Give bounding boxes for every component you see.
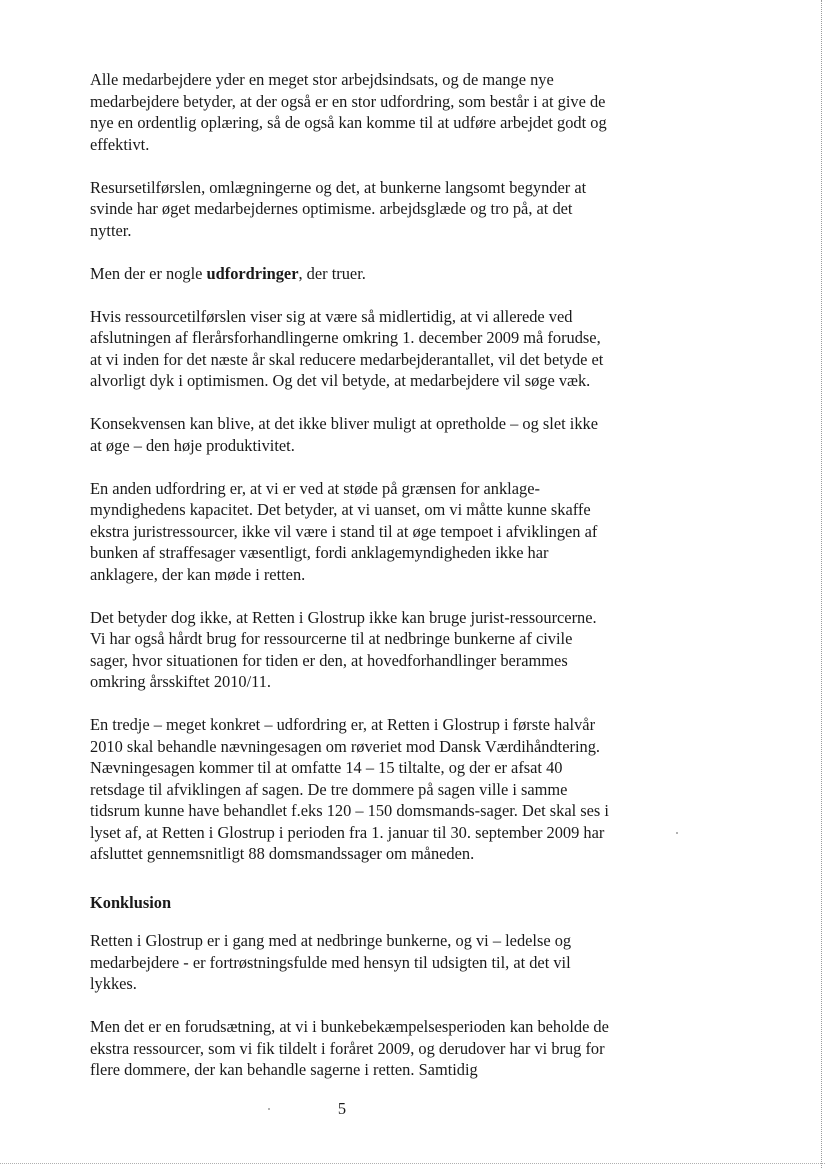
paragraph-conclusion-condition: Men det er en forudsætning, at vi i bunkebekæmpelsesperioden kan beholde de ekstra ressourcer, som vi fik tildelt i foråret 2009, og derudover har vi brug for flere dommere, der kan behandle sagerne i retten. Samtidig — [90, 1017, 609, 1079]
scan-speck — [676, 832, 678, 834]
paragraph-conclusion-progress: Retten i Glostrup er i gang med at nedbringe bunkerne, og vi – ledelse og medarbejdere - er fortrøstningsfulde med hensyn til udsigten til, at det vil lykkes. — [90, 931, 572, 993]
scan-speck — [268, 1108, 270, 1110]
paragraph-prosecution-capacity: En anden udfordring er, at vi er ved at støde på grænsen for anklage-myndighedens kapacitet. Det betyder, at vi uanset, om vi måtte kunne skaffe ekstra juristressourcer, ikke vil være i stand til at øge tempoet i afviklingen af bunken af straffesager væsentligt, fordi anklagemyndigheden ikke har anklagere, der kan møde i retten. — [90, 478, 598, 584]
section-heading-conclusion: Konklusion — [90, 892, 172, 912]
document-body — [90, 69, 610, 1102]
page-number: 5 — [337, 1099, 347, 1118]
challenges-keyword: udfordringer — [206, 263, 299, 283]
paragraph-resources-optimism: Resursetilførslen, omlægningerne og det, at bunkerne langsomt begynder at svinde har øget medarbejdernes optimisme. arbejdsglæde og tro på, at det nytter. — [90, 177, 587, 240]
paragraph-consequence: Konsekvensen kan blive, at det ikke bliver muligt at opretholde – og slet ikke at øge – den høje produktivitet. — [90, 414, 598, 455]
paragraph-resource-risk: Hvis ressourcetilførslen viser sig at være så midlertidig, at vi allerede ved afslutningen af flerårsforhandlingerne omkring 1. december 2009 må forudse, at vi inden for det næste år skal reducere medarbejderantallet, vil det betyde et alvorligt dyk i optimismen. Og det vil betyde, at medarbejdere vil søge væk. — [90, 306, 604, 390]
page-edge-bottom — [0, 1163, 825, 1164]
challenges-intro-tail: , der truer. — [298, 263, 366, 283]
paragraph-jury-case: En tredje – meget konkret – udfordring er, at Retten i Glostrup i første halvår 2010 skal behandle nævningesagen om røveriet mod Dansk Værdihåndtering. Nævningesagen kommer til at omfatte 14 – 15 tiltalte, og der er afsat 40 retsdage til afviklingen af sagen. De tre dommere på sagen ville i samme tidsrum kunne have behandlet f.eks 120 – 150 domsmands-sager. Det skal ses i lyset af, at Retten i Glostrup i perioden fra 1. januar til 30. september 2009 har afsluttet gennemsnitligt 88 domsmandssager om måneden. — [90, 715, 609, 863]
paragraph-staff-effort: Alle medarbejdere yder en meget stor arbejdsindsats, og de mange nye medarbejdere betyder, at der også er en stor udfordring, som består i at give de nye en ordentlig oplæring, så de også kan komme til at udføre arbejdet godt og effektivt. — [90, 70, 607, 154]
challenges-intro-text: Men der er nogle — [90, 263, 207, 283]
paragraph-civil-cases: Det betyder dog ikke, at Retten i Glostrup ikke kan bruge jurist-ressourcerne. Vi har også hårdt brug for ressourcerne til at nedbringe bunkerne af civile sager, hvor situationen for tiden er den, at hovedforhandlinger berammes omkring årsskiftet 2010/11. — [90, 607, 597, 691]
page-edge-right — [821, 0, 822, 1168]
paragraph-challenges-intro — [90, 263, 610, 285]
